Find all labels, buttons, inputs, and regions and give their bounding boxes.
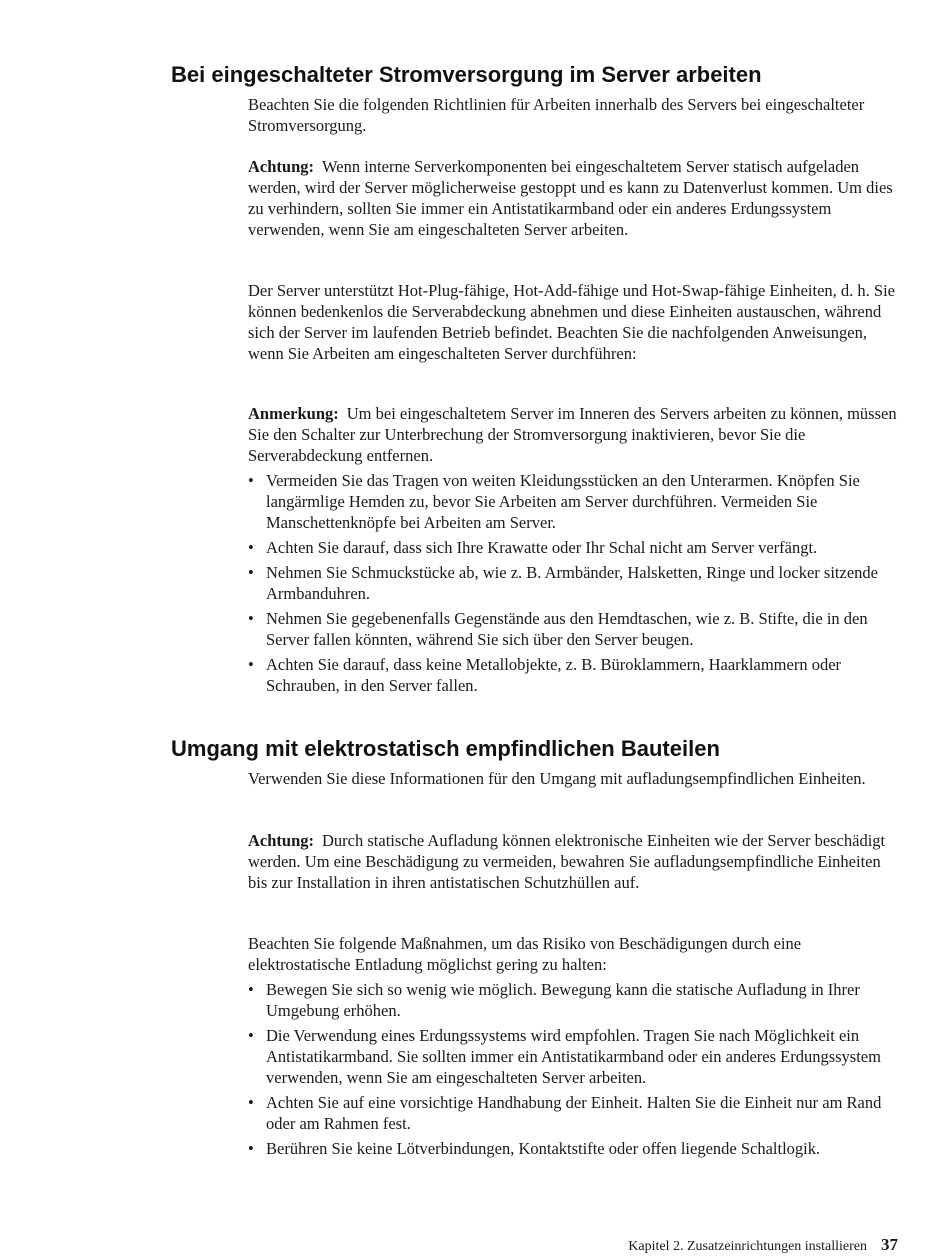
attention-text: Wenn interne Serverkomponenten bei eingeschaltetem Server statisch aufgeladen werden, wird der Server möglicherweise gestoppt und es kann zu Datenverlust kommen. Um dies zu verhindern, sollten Sie immer ein Antistatikarmband oder ein anderes Erdungssystem verwenden, wenn Sie am eingeschalteten Server arbeiten.: [248, 157, 893, 239]
section-heading-esd: Umgang mit elektrostatisch empfindlichen Bauteilen: [171, 736, 720, 761]
body-paragraph: Beachten Sie folgende Maßnahmen, um das Risiko von Beschädigungen durch eine elektrostatische Entladung möglichst gering zu halten:: [248, 934, 802, 974]
section-heading-power-on: Bei eingeschalteter Stromversorgung im Server arbeiten: [171, 62, 762, 87]
section-intro: Beachten Sie die folgenden Richtlinien für Arbeiten innerhalb des Servers bei eingeschalteter Stromversorgung.: [248, 95, 865, 135]
attention-notice: [248, 156, 900, 240]
list-item: • Nehmen Sie gegebenenfalls Gegenstände aus den Hemdtaschen, wie z. B. Stifte, die in den Server fallen könnten, während Sie sich über den Server beugen.: [248, 609, 868, 649]
bullet-list-esd: [248, 979, 900, 1163]
list-item: • Bewegen Sie sich so wenig wie möglich. Bewegung kann die statische Aufladung in Ihrer Umgebung erhöhen.: [248, 980, 860, 1020]
page-footer: [520, 1236, 898, 1256]
attention-label: Achtung:: [248, 831, 315, 850]
list-item: • Berühren Sie keine Lötverbindungen, Kontaktstifte oder offen liegende Schaltlogik.: [248, 1139, 821, 1158]
list-item: • Nehmen Sie Schmuckstücke ab, wie z. B. Armbänder, Halsketten, Ringe und locker sitzende Armbanduhren.: [248, 563, 878, 603]
note-text: Um bei eingeschaltetem Server im Inneren des Servers arbeiten zu können, müssen Sie den Schalter zur Unterbrechung der Stromversorgung inaktivieren, bevor Sie die Serverabdeckung entfernen.: [248, 404, 897, 465]
list-item: • Achten Sie darauf, dass keine Metallobjekte, z. B. Büroklammern, Haarklammern oder Schrauben, in den Server fallen.: [248, 655, 842, 695]
note-label: Anmerkung:: [248, 404, 339, 423]
list-item: • Achten Sie auf eine vorsichtige Handhabung der Einheit. Halten Sie die Einheit nur am Rand oder am Rahmen fest.: [248, 1093, 882, 1133]
list-item: • Achten Sie darauf, dass sich Ihre Krawatte oder Ihr Schal nicht am Server verfängt.: [248, 538, 818, 557]
chapter-title: Kapitel 2. Zusatzeinrichtungen installieren: [628, 1239, 867, 1254]
attention-label: Achtung:: [248, 157, 315, 176]
page-number: 37: [881, 1235, 898, 1254]
bullet-list-power-on: [248, 470, 900, 700]
attention-notice: [248, 830, 900, 893]
list-item: • Die Verwendung eines Erdungssystems wird empfohlen. Tragen Sie nach Möglichkeit ein Antistatikarmband. Sie sollten immer ein Antistatikarmband oder ein anderes Erdungssystem verwenden, wenn Sie am eingeschalteten Server arbeiten.: [248, 1026, 881, 1087]
note-notice: [248, 403, 900, 466]
list-item: • Vermeiden Sie das Tragen von weiten Kleidungsstücken an den Unterarmen. Knöpfen Sie langärmlige Hemden zu, bevor Sie Arbeiten am Server durchführen. Vermeiden Sie Manschettenknöpfe bei Arbeiten am Server.: [248, 471, 860, 532]
section-intro: Verwenden Sie diese Informationen für den Umgang mit aufladungsempfindlichen Einheiten.: [248, 769, 866, 788]
attention-text: Durch statische Aufladung können elektronische Einheiten wie der Server beschädigt werden. Um eine Beschädigung zu vermeiden, bewahren Sie aufladungsempfindliche Einheiten bis zur Installation in ihren antistatischen Schutzhüllen auf.: [248, 831, 886, 892]
body-paragraph: Der Server unterstützt Hot-Plug-fähige, Hot-Add-fähige und Hot-Swap-fähige Einheiten, d. h. Sie können bedenkenlos die Serverabdeckung abnehmen und diese Einheiten austauschen, während sich der Server im laufenden Betrieb befindet. Beachten Sie die nachfolgenden Anweisungen, wenn Sie Arbeiten am eingeschalteten Server durchführen:: [248, 281, 895, 363]
